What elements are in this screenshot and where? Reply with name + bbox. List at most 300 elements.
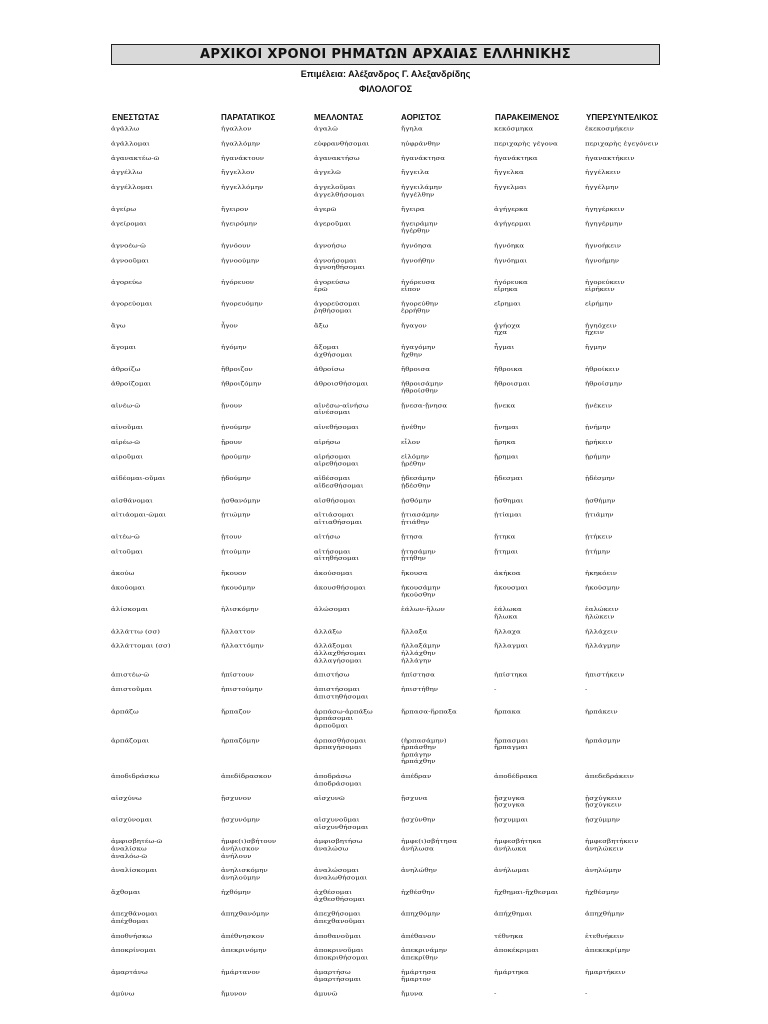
cell-future [314, 454, 359, 468]
verb-form: ἑαλώκειν [585, 606, 619, 613]
verb-form: ἤγγελλον [221, 169, 255, 176]
verb-form: ἀγείρομαι [111, 221, 147, 228]
verb-form: ἁρπάσομαι [314, 715, 354, 722]
verb-form: ἦγμαι [494, 344, 515, 351]
verb-form: ἠλλάγην [401, 657, 432, 664]
verb-form: ἠκούσθην [401, 592, 436, 599]
cell-imperfect [221, 185, 263, 192]
verb-form: ἀχθέσομαι [314, 889, 352, 896]
verb-form: ᾔσχυμμαι [494, 817, 529, 824]
verb-form: ᾑρέθην [401, 461, 426, 468]
verb-form: ἀγάλλω [111, 126, 140, 132]
verb-form: ἀγανακτήσω [314, 155, 360, 162]
verb-form: ἠγόμην [221, 344, 247, 351]
cell-future [314, 687, 368, 701]
cell-present [111, 345, 136, 352]
verb-form: ᾕρημαι [494, 453, 519, 460]
cell-pluperfect [585, 301, 613, 308]
verb-form: ἤκουσμαι [494, 585, 528, 592]
verb-form: ἠθροίσμην [585, 381, 623, 388]
verb-form: ἀγγελῶ [314, 169, 341, 176]
verb-form: ἡρπαζόμην [221, 737, 260, 744]
verb-form: ἠγηόχειν [585, 322, 617, 329]
verb-form: ᾐσχύγκειν [585, 802, 622, 809]
cell-perfect [494, 817, 528, 824]
cell-present [111, 512, 166, 519]
verb-form: ἀλλάξομαι [314, 643, 353, 650]
cell-pluperfect [585, 839, 638, 853]
verb-form: αἱρεθήσομαι [314, 461, 359, 468]
verb-form: ἤχθημαι-ἤχθεσμαι [494, 889, 559, 896]
cell-aorist [401, 512, 439, 526]
cell-present [111, 155, 159, 162]
verb-form: ἡμάρτανον [221, 969, 260, 976]
verb-form: ἀθροίσω [314, 366, 345, 373]
cell-perfect [494, 221, 531, 228]
verb-form: ἠλλάγμην [585, 643, 620, 650]
verb-form: ἀγορεύσομαι [314, 301, 361, 308]
cell-pluperfect [585, 687, 587, 694]
column-header-future: ΜΕΛΛΟΝΤΑΣ [314, 113, 364, 122]
verb-form: ἠθροίσθην [401, 388, 438, 395]
cell-present [111, 206, 136, 213]
verb-form: ἀνηλώμην [585, 867, 622, 874]
cell-pluperfect [585, 709, 618, 716]
verb-form: εὐφρανθήσομαι [314, 140, 370, 147]
verb-form: ἠγνόημαι [494, 257, 528, 264]
cell-aorist [401, 141, 440, 148]
cell-present [111, 672, 149, 679]
verb-form: ἠκουόμην [221, 585, 256, 592]
verb-form: ἀγνοέω-ῶ [111, 242, 146, 249]
verb-form: ᾐσθήμην [585, 497, 616, 504]
verb-form: ἤχθην [401, 351, 423, 358]
verb-form: ᾐνέθην [401, 424, 426, 431]
cell-pluperfect [585, 774, 634, 781]
verb-form: ᾔνουν [221, 402, 243, 409]
cell-pluperfect [585, 476, 615, 483]
verb-form: ἥλωκα [494, 613, 518, 620]
verb-form: εἴρηκα [494, 286, 518, 293]
cell-aorist [401, 534, 423, 541]
verb-form: ἤγειρον [221, 206, 249, 213]
cell-imperfect [221, 890, 251, 897]
editor-credit: Επιμέλεια: Αλέξανδρος Γ. Αλεξανδρίδης [300, 69, 471, 79]
verb-form: ἀγήγερκα [494, 206, 529, 213]
verb-form: ἄγομαι [111, 344, 137, 351]
verb-form: ᾔνεσα-ᾔνησα [401, 402, 448, 409]
verb-form: ἥρπακα [494, 708, 521, 715]
cell-perfect [494, 403, 515, 410]
verb-form: περιχαρὴς ἐγεγόνειν [585, 140, 659, 147]
verb-form: ἡμάρτησα [401, 969, 437, 976]
cell-perfect [494, 585, 528, 592]
verb-form: ἀγεροῦμαι [314, 221, 352, 228]
cell-perfect [494, 243, 524, 250]
verb-form: ἤγγειλα [401, 169, 430, 176]
verb-form: ἠλλάχθην [401, 650, 436, 657]
cell-imperfect [221, 534, 242, 541]
cell-perfect [494, 607, 522, 621]
cell-perfect [494, 425, 519, 432]
cell-present [111, 323, 126, 330]
cell-imperfect [221, 323, 238, 330]
verb-form: ἤγειρα [401, 206, 425, 213]
cell-pluperfect [585, 454, 611, 461]
cell-present [111, 585, 145, 592]
column-header-imperfect: ΠΑΡΑΤΑΤΙΚΟΣ [221, 113, 276, 122]
cell-aorist [401, 585, 441, 599]
verb-form: ἀπέθνησκον [221, 933, 265, 940]
cell-present [111, 911, 158, 925]
verb-form: αἰδέσομαι [314, 475, 351, 482]
verb-form: αἰνεθήσομαι [314, 424, 359, 431]
cell-aorist [401, 948, 447, 962]
verb-form: ἠμφε(ι)σβήτουν [221, 838, 277, 845]
verb-form: ᾐδεσάμην [401, 475, 436, 482]
column-header-pluperfect: ΥΠΕΡΣΥΝΤΕΛΙΚΟΣ [586, 113, 658, 122]
verb-form: ᾔτουν [221, 533, 242, 540]
verb-form: ἤκουον [221, 570, 247, 577]
cell-imperfect [221, 345, 247, 352]
verb-form: ἀπεδεδράκειν [585, 773, 634, 780]
cell-pluperfect [585, 381, 622, 388]
verb-form: ᾑρήκειν [585, 439, 613, 446]
cell-perfect [494, 323, 520, 337]
cell-present [111, 795, 142, 802]
cell-future [314, 476, 364, 490]
cell-pluperfect [585, 738, 620, 745]
cell-perfect [494, 185, 527, 192]
verb-form: ᾔσχυνα [401, 795, 428, 802]
cell-future [314, 549, 359, 563]
cell-present [111, 185, 153, 192]
cell-aorist [401, 243, 432, 250]
cell-aorist [401, 155, 445, 162]
verb-form: ἄγω [111, 322, 126, 329]
cell-pluperfect [585, 890, 619, 897]
cell-imperfect [221, 795, 251, 802]
cell-aorist [401, 301, 438, 315]
cell-aorist [401, 709, 457, 716]
verb-form: ἀπιστέω-ῶ [111, 672, 150, 679]
verb-form: ἁμαρτήσω [314, 969, 351, 976]
cell-pluperfect [585, 425, 611, 432]
verb-form: ἀναλίσκομαι [111, 867, 158, 874]
cell-future [314, 279, 350, 293]
cell-present [111, 403, 140, 410]
cell-pluperfect [585, 155, 635, 162]
cell-aorist [401, 366, 430, 373]
cell-present [111, 890, 140, 897]
verb-form: ἀγγελοῦμαι [314, 184, 356, 191]
cell-perfect [494, 279, 528, 293]
cell-present [111, 476, 165, 483]
cell-future [314, 498, 356, 505]
verb-form: ἀμφισβητέω-ῶ [111, 838, 163, 845]
verb-form: αἱρήσομαι [314, 453, 351, 460]
verb-form: ἠχθόμην [221, 889, 251, 896]
verb-form: αἰτιάσομαι [314, 512, 354, 519]
cell-present [111, 425, 143, 432]
verb-form: ἠγειράμην [401, 221, 438, 228]
verb-form: ἀπεκρινόμην [221, 947, 267, 954]
verb-form: ἀποκρίνομαι [111, 947, 157, 954]
cell-future [314, 439, 340, 446]
cell-perfect [494, 141, 558, 148]
cell-imperfect [221, 279, 254, 286]
verb-form: ἡρπάκειν [585, 708, 618, 715]
cell-future [314, 948, 368, 962]
cell-present [111, 534, 140, 541]
verb-form: ἀκούω [111, 570, 135, 577]
cell-imperfect [221, 774, 272, 781]
verb-form: ἁρπάσω-ἁρπάξω [314, 708, 373, 715]
cell-future [314, 141, 369, 148]
cell-present [111, 643, 171, 650]
verb-form: ἑάλωκα [494, 606, 522, 613]
verb-form: ᾐσχύγκειν [585, 795, 622, 802]
verb-form: ἦγον [221, 322, 238, 329]
verb-form: ἀνήλισκον [221, 845, 259, 852]
verb-form: ἤλλαττον [221, 628, 256, 635]
cell-aorist [401, 454, 429, 468]
verb-form: ἀπιστοῦμαι [111, 686, 153, 693]
cell-future [314, 774, 362, 788]
verb-form: ἠπίστουν [221, 672, 254, 679]
verb-form: ἄχθομαι [111, 889, 141, 896]
cell-perfect [494, 839, 541, 853]
cell-pluperfect [585, 629, 618, 636]
verb-form: ἤλλαξα [401, 628, 428, 635]
verb-form: (ἡρπασάμην) [401, 737, 447, 744]
verb-form: ἀγνοοῦμαι [111, 257, 149, 264]
verb-form: ἀγορεύω [111, 279, 142, 286]
cell-imperfect [221, 206, 248, 213]
cell-perfect [494, 709, 521, 716]
cell-imperfect [221, 126, 251, 133]
verb-form: ἀκούομαι [111, 585, 145, 592]
cell-perfect [494, 629, 521, 636]
verb-form: - [585, 991, 588, 998]
verb-form: ἀγνοήσομαι [314, 257, 357, 264]
cell-perfect [494, 970, 529, 977]
verb-form: αἰσχυνῶ [314, 795, 345, 802]
verb-form: ἀγνοηθήσομαι [314, 264, 365, 271]
cell-perfect [494, 439, 516, 446]
cell-imperfect [221, 738, 260, 745]
verb-form: ἀπέθανον [401, 933, 436, 940]
cell-present [111, 839, 162, 860]
verb-form: ἀλλαχθήσομαι [314, 650, 366, 657]
cell-imperfect [221, 643, 264, 650]
cell-present [111, 258, 149, 265]
verb-form: ἠγγελλόμην [221, 184, 264, 191]
cell-pluperfect [585, 607, 619, 621]
cell-imperfect [221, 258, 259, 265]
verb-form: ἀθροίζω [111, 366, 141, 373]
cell-imperfect [221, 498, 260, 505]
verb-form: αἰσθάνομαι [111, 497, 153, 504]
cell-imperfect [221, 366, 253, 373]
verb-form: ἤγγελμαι [494, 184, 527, 191]
cell-perfect [494, 345, 514, 352]
verb-form: αἰτέω-ῶ [111, 533, 140, 540]
verb-form: ἀχθεσθήσομαι [314, 896, 366, 903]
verb-form: ἡλώκειν [585, 613, 615, 620]
verb-form: αἰσχυνοῦμαι [314, 817, 360, 824]
cell-aorist [401, 933, 436, 940]
verb-form: ᾐτίαμαι [494, 512, 522, 519]
cell-aorist [401, 206, 425, 213]
verb-form: ἠγνόουν [221, 242, 251, 249]
verb-form: αἰτηθήσομαι [314, 555, 359, 562]
cell-present [111, 454, 143, 461]
cell-imperfect [221, 672, 254, 679]
cell-pluperfect [585, 170, 621, 177]
verb-form: εἶπον [401, 286, 421, 293]
verb-form: ἤγγελκα [494, 169, 524, 176]
verb-form: αἰσχυνθήσομαι [314, 824, 369, 831]
verb-form: ἠκηκόειν [585, 570, 617, 577]
cell-perfect [494, 868, 529, 875]
verb-form: ἤμυνον [221, 991, 247, 998]
verb-form: ἡλισκόμην [221, 606, 259, 613]
verb-form: ᾐσχυνόμην [221, 817, 260, 824]
verb-form: ἠγόρευσα [401, 279, 436, 286]
verb-table [0, 126, 768, 998]
column-header-aorist: ΑΟΡΙΣΤΟΣ [401, 113, 441, 122]
verb-form: ᾐτιάθην [401, 519, 430, 526]
verb-form: ἐρῶ [314, 286, 328, 293]
verb-form: ᾐδέσμην [585, 475, 615, 482]
cell-present [111, 498, 153, 505]
cell-aorist [401, 795, 427, 802]
cell-present [111, 381, 151, 388]
cell-aorist [401, 323, 427, 330]
verb-form: ἡμάρτηκα [494, 969, 529, 976]
cell-future [314, 839, 363, 853]
verb-form: ἥρπαγμαι [494, 744, 528, 751]
cell-pluperfect [585, 933, 624, 940]
cell-imperfect [221, 933, 264, 940]
cell-future [314, 970, 361, 984]
verb-form: ἀπιστήσομαι [314, 686, 360, 693]
cell-perfect [494, 890, 558, 897]
cell-perfect [494, 549, 518, 556]
cell-imperfect [221, 911, 269, 918]
cell-imperfect [221, 170, 255, 177]
verb-form: αἰσχύνομαι [111, 817, 153, 824]
verb-form: ἠγνοήθην [401, 257, 435, 264]
verb-form: ἤγμην [585, 344, 607, 351]
cell-pluperfect [585, 366, 619, 373]
cell-pluperfect [585, 970, 626, 977]
verb-form: ἠμφεσβητήκειν [585, 838, 639, 845]
verb-form: ἀγγέλλω [111, 169, 143, 176]
verb-form: ἥμαρτον [401, 976, 431, 983]
verb-form: αἰνέω-ῶ [111, 402, 141, 409]
cell-aorist [401, 221, 438, 235]
cell-future [314, 795, 345, 802]
verb-form: εἰρήμην [585, 301, 613, 308]
verb-form: ἡρπάσθην [401, 744, 437, 751]
verb-form: ἀποδράσομαι [314, 780, 362, 787]
verb-form: ἡρπάσμην [585, 737, 621, 744]
cell-aorist [401, 890, 435, 897]
verb-form: - [494, 991, 497, 998]
cell-future [314, 170, 341, 177]
verb-form: ἀπεχθανοῦμαι [314, 918, 365, 925]
cell-present [111, 279, 142, 286]
verb-form: ἠγόρευον [221, 279, 255, 286]
verb-form: ἀπέχθομαι [111, 918, 149, 925]
verb-form: ᾐσθανόμην [221, 497, 261, 504]
verb-form: ἠπιστήθην [401, 686, 439, 693]
cell-pluperfect [585, 512, 614, 519]
cell-present [111, 221, 147, 228]
cell-present [111, 970, 148, 977]
verb-form: ἀναλόω-ῶ [111, 853, 148, 860]
verb-form: ᾔσχυγκα [494, 795, 525, 802]
verb-form: ἠγανάκτησα [401, 155, 446, 162]
cell-future [314, 868, 367, 882]
verb-form: ἀγαλῶ [314, 126, 338, 132]
cell-future [314, 738, 366, 752]
verb-form: ᾕρηκα [494, 439, 516, 446]
cell-present [111, 243, 146, 250]
verb-form: ἀμύνω [111, 991, 135, 998]
verb-form: ἀλλάττομαι (σσ) [111, 643, 171, 650]
cell-perfect [494, 126, 533, 133]
cell-imperfect [221, 439, 242, 446]
verb-form: ἀκήκοα [494, 570, 521, 577]
verb-form: ἀπεχθάνομαι [111, 911, 158, 918]
cell-perfect [494, 381, 530, 388]
verb-form: ἠθροιζόμην [221, 381, 262, 388]
column-headers [0, 113, 768, 125]
verb-form: αἰνέσομαι [314, 409, 351, 416]
verb-form: ᾐτήμην [585, 548, 611, 555]
verb-form: ἤγηλα [401, 126, 423, 132]
cell-aorist [401, 425, 426, 432]
verb-form: ἀγερῶ [314, 206, 337, 213]
cell-pluperfect [585, 323, 617, 337]
verb-form: ᾑρούμην [221, 453, 251, 460]
cell-perfect [494, 570, 521, 577]
cell-imperfect [221, 570, 247, 577]
cell-future [314, 243, 346, 250]
verb-form: ἠπίστησα [401, 672, 435, 679]
verb-form: ἁμαρτάνω [111, 969, 148, 976]
verb-form: ἀναλώσομαι [314, 867, 359, 874]
cell-imperfect [221, 991, 247, 998]
cell-aorist [401, 185, 442, 199]
cell-future [314, 345, 352, 359]
verb-form: - [585, 686, 588, 693]
cell-future [314, 206, 336, 213]
verb-form: ἠγανάκτουν [221, 155, 265, 162]
verb-form: ἠγαλλόμην [221, 140, 261, 147]
verb-form: ἁρπαγήσομαι [314, 744, 362, 751]
verb-form: ἠλλαξάμην [401, 643, 441, 650]
cell-imperfect [221, 839, 276, 860]
verb-form: ἀλλαγήσομαι [314, 657, 362, 664]
cell-perfect [494, 476, 523, 483]
verb-form: εἷλον [401, 439, 421, 446]
verb-form: αἰτήσομαι [314, 548, 351, 555]
cell-pluperfect [585, 795, 622, 809]
